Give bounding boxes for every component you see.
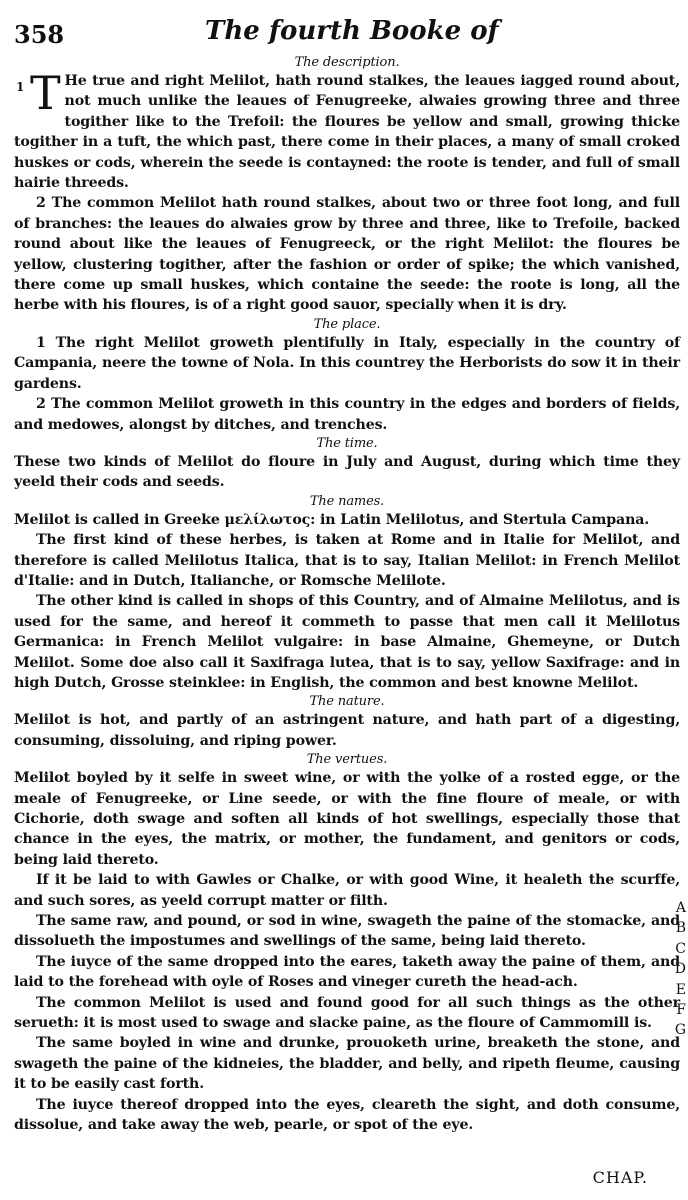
vertues-paragraph-3: The same raw, and pound, or sod in wine, swageth the paine of the stomacke, and dissolueth the impostumes and swellings of the same, being laid thereto. [14,913,680,950]
catchword: CHAP. [592,1168,648,1187]
margin-letters [675,898,686,1041]
place-paragraph-1: 1 The right Melilot groweth plentifully in Italy, especially in the country of Campania, neere the towne of Nola. In this countrey the Herborists do sow it in their gardens. [14,334,680,392]
vertues-paragraph-1: Melilot boyled by it selfe in sweet wine, or with the yolke of a rosted egge, or the meale of Fenugreeke, or Line seede, or with the fine floure of meale, or with Cichorie, doth swage and soften all kinds of hot swellings, especially those that chance in the eyes, the matrix, or mother, the fundament, and genitors or cods, being laid thereto. [14,770,680,868]
margin-letter: F [676,1002,686,1019]
margin-letter: G [674,1022,686,1039]
vertues-paragraph-5: The common Melilot is used and found good for all such things as the other serueth: it is most used to swage and slacke paine, as the floure of Cammomill is. [14,994,680,1032]
vertues-paragraph-7: The iuyce thereof dropped into the eyes, cleareth the sight, and doth consume, dissolue, and take away the web, pearle, or spot of the eye. [14,1096,680,1134]
section-heading-time: The time. [316,435,378,451]
section-heading-vertues: The vertues. [306,752,388,768]
vertues-paragraph-4: The iuyce of the same dropped into the eares, taketh away the paine of them, and laid to the forehead with oyle of Roses and vineger cureth the head-ach. [14,953,680,991]
margin-letter: D [674,961,686,978]
margin-letter: E [675,981,686,998]
margin-letter: B [675,920,686,937]
vertues-paragraph-6: The same boyled in wine and drunke, prouoketh urine, breaketh the stone, and swageth the paine of the kidneies, the bladder, and belly, and ripeth fleume, causing it to be easily cast forth. [14,1035,680,1093]
nature-paragraph-1: Melilot is hot, and partly of an astringent nature, and hath part of a digesting, consuming, dissoluing, and riping power. [14,712,680,749]
description-paragraph-1: 1 T He true and right Melilot, hath round stalkes, the leaues iagged round about, not much unlike the leaues of Fenugreeke, alwaies growing three and three togither like to the Trefoil: the floures be yellow and small, growing thicke togither in a tuft, the which past, there come in their places, a many of small croked huskes or cods, wherein the seede is contayned: the roote is tender, and full of small hairie threeds. [14,66,680,192]
names-paragraph-1: Melilot is called in Greeke μελίλωτος: in Latin Melilotus, and Stertula Campana. [14,511,650,528]
vertues-paragraph-2: If it be laid to with Gawles or Chalke, or with good Wine, it healeth the scurffe, and such sores, as yeeld corrupt matter or filth. [14,872,680,909]
description-paragraph-2: 2 The common Melilot hath round stalkes, about two or three foot long, and full of branches: the leaues do alwaies grow by three and three, like to Trefoile, backed round about like the leaues of Fenugreeck, or the right Melilot: the floures be yellow, clustering togither, after the fashion or order of spike; the which vanished, there come up small huskes, which containe the seede: the roote is long, all the herbe with his floures, is of a right good sauor, specially when it is dry. [14,195,680,314]
names-paragraph-3: The other kind is called in shops of this Country, and of Almaine Melilotus, and is used for the same, and hereof it commeth to passe that men call it Melilotus Germanica: in French Melilot vulgaire: in base Almaine, Ghemeyne, or Dutch Melilot. Some doe also call it Saxifraga lutea, that is to say, yellow Saxifrage: and in high Dutch, Grosse steinklee: in English, the common and best knowne Melilot. [14,593,680,691]
drop-cap: 1 T [16,66,61,120]
paragraph-number: 1 [16,80,25,94]
section-heading-nature: The nature. [309,694,385,710]
running-title: The fourth Booke of [205,16,499,46]
section-heading-place: The place. [313,316,381,332]
names-paragraph-2: The first kind of these herbes, is taken at Rome and in Italie for Melilot, and therefore is called Melilotus Italica, that is to say, Italian Melilot: in French Melilot d'Italie: and in Dutch, Italianche, or Romsche Melilote. [14,532,680,589]
section-heading-description: The description. [294,55,400,70]
time-paragraph-1: These two kinds of Melilot do floure in July and August, during which time they yeeld their cods and seeds. [14,453,680,491]
place-paragraph-2: 2 The common Melilot groweth in this country in the edges and borders of fields, and medowes, alongst by ditches, and trenches. [14,396,680,433]
margin-letter: C [675,940,686,957]
page-body [14,54,680,1136]
section-heading-names: The names. [309,493,385,509]
page-number: 358 [14,20,65,49]
margin-letter: A [675,900,686,916]
